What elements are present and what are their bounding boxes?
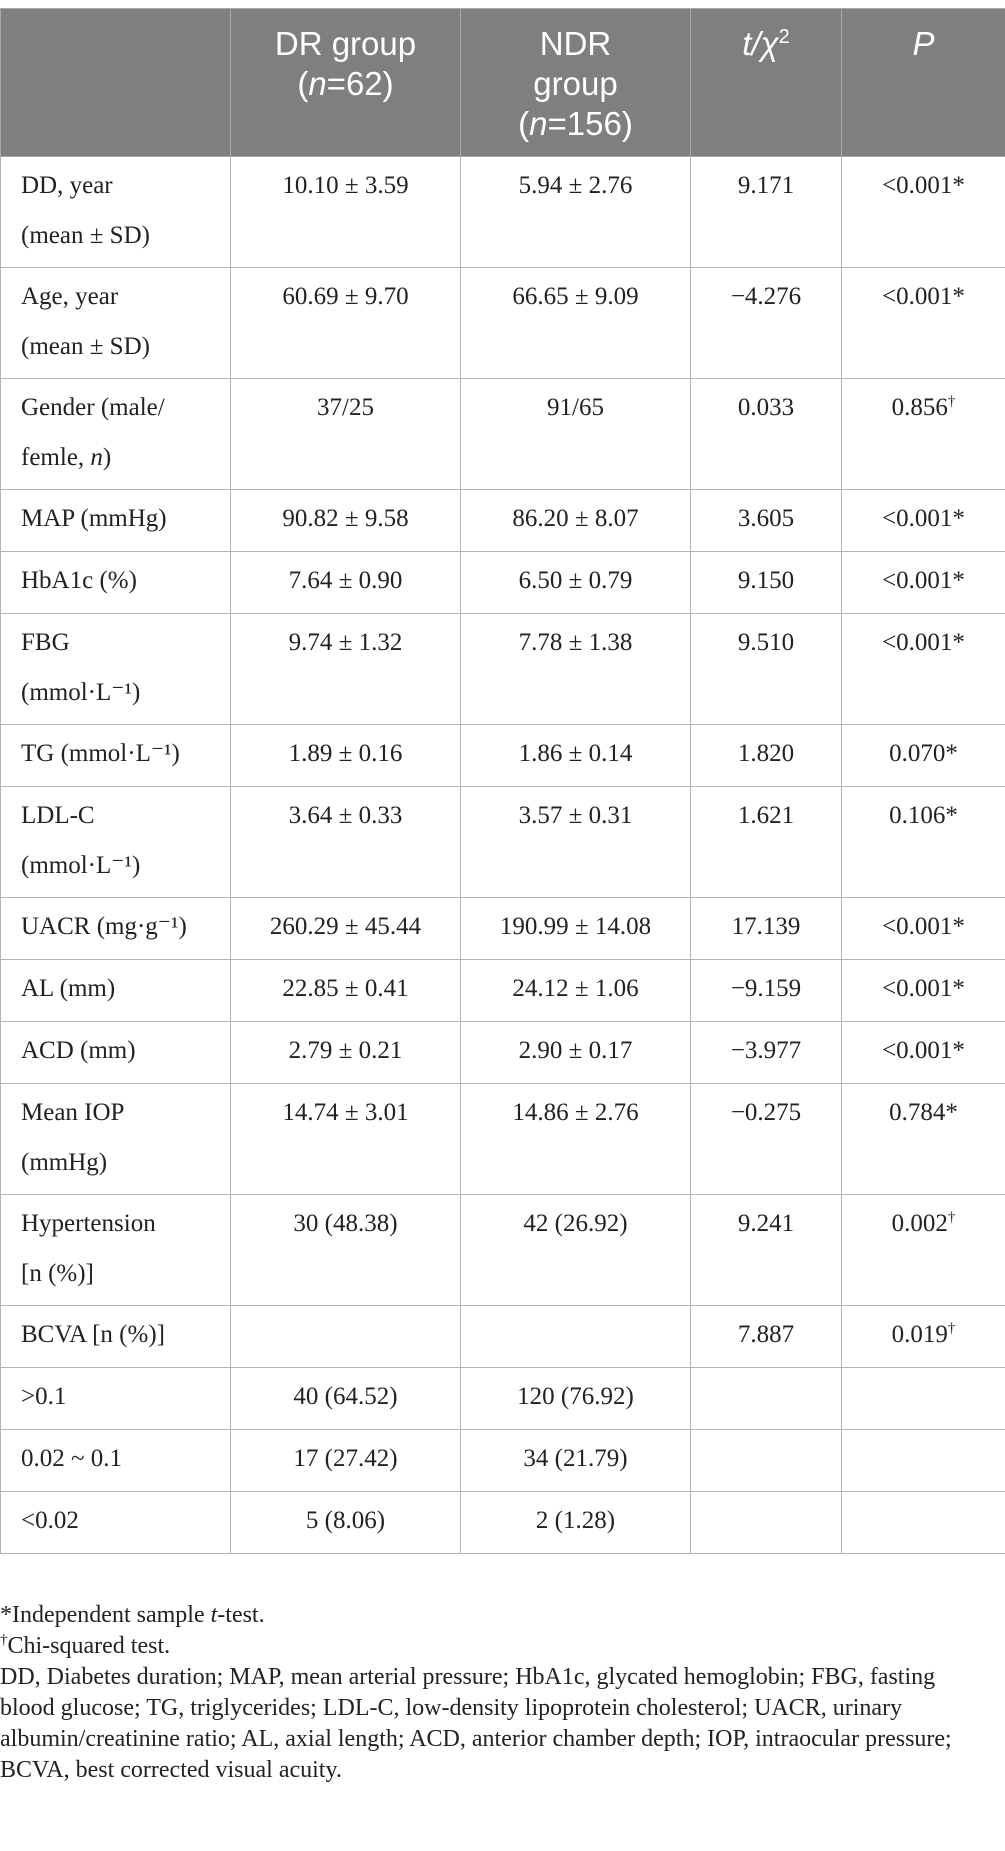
cell-p: <0.001*	[842, 157, 1005, 268]
cell-stat: 9.171	[691, 157, 842, 268]
table-row	[1, 157, 1005, 268]
row-label: ACD (mm)	[1, 1022, 231, 1084]
row-label: AL (mm)	[1, 960, 231, 1022]
table-row	[1, 379, 1005, 490]
row-label	[1, 1084, 231, 1195]
cell-ndr: 34 (21.79)	[461, 1430, 691, 1492]
dagger-mark: †	[947, 393, 956, 410]
footnote-text: Independent sample	[12, 1602, 211, 1628]
row-label-line: DD, year	[21, 172, 113, 199]
table-row	[1, 490, 1005, 552]
cell-dr: 30 (48.38)	[231, 1195, 461, 1306]
cell-p	[842, 1430, 1005, 1492]
footnote-text: Chi-squared test.	[7, 1633, 171, 1659]
row-label: >0.1	[1, 1368, 231, 1430]
header-ndr-label-2: group	[533, 65, 618, 102]
header-dr-label: DR group	[274, 25, 417, 62]
table-row	[1, 1084, 1005, 1195]
cell-ndr: 6.50 ± 0.79	[461, 552, 691, 614]
row-label	[1, 379, 231, 490]
row-label-n: n	[90, 444, 103, 471]
header-dr-close: )	[382, 65, 394, 102]
header-ndr-n-symbol: n	[529, 105, 548, 142]
cell-p: 0.070*	[842, 725, 1005, 787]
header-row	[1, 9, 1005, 157]
cell-ndr: 66.65 ± 9.09	[461, 268, 691, 379]
cell-stat: 3.605	[691, 490, 842, 552]
header-stat-sup: 2	[778, 26, 790, 48]
row-label: <0.02	[1, 1492, 231, 1554]
row-label-line: Gender (male/	[21, 394, 165, 421]
row-label-line: (mean ± SD)	[21, 222, 150, 249]
cell-ndr: 190.99 ± 14.08	[461, 898, 691, 960]
table-row	[1, 898, 1005, 960]
cell-ndr: 120 (76.92)	[461, 1368, 691, 1430]
header-ndr-group	[461, 9, 691, 157]
cell-p	[842, 379, 1005, 490]
cell-stat: −4.276	[691, 268, 842, 379]
row-label	[1, 614, 231, 725]
row-label: 0.02 ~ 0.1	[1, 1430, 231, 1492]
cell-p: <0.001*	[842, 268, 1005, 379]
row-label-line: (mean ± SD)	[21, 333, 150, 360]
footnote-ttest	[0, 1600, 995, 1631]
header-blank	[1, 9, 231, 157]
cell-p	[842, 1368, 1005, 1430]
cell-dr: 37/25	[231, 379, 461, 490]
cell-stat: 9.241	[691, 1195, 842, 1306]
cell-dr: 14.74 ± 3.01	[231, 1084, 461, 1195]
cell-stat: 1.621	[691, 787, 842, 898]
cell-dr: 17 (27.42)	[231, 1430, 461, 1492]
cell-stat: 9.510	[691, 614, 842, 725]
row-label	[1, 787, 231, 898]
cell-ndr: 42 (26.92)	[461, 1195, 691, 1306]
cell-dr: 1.89 ± 0.16	[231, 725, 461, 787]
cell-stat: 1.820	[691, 725, 842, 787]
cell-ndr: 2 (1.28)	[461, 1492, 691, 1554]
row-label	[1, 1195, 231, 1306]
p-value: 0.019	[891, 1321, 948, 1348]
row-label: TG (mmol·L⁻¹)	[1, 725, 231, 787]
p-value: 0.002	[891, 1210, 948, 1237]
footnote-chisq	[0, 1631, 995, 1662]
table-row	[1, 268, 1005, 379]
cell-p	[842, 1195, 1005, 1306]
header-dr-n-symbol: n	[308, 65, 327, 102]
dagger-mark: †	[947, 1209, 956, 1226]
cell-p: <0.001*	[842, 898, 1005, 960]
cell-stat: −3.977	[691, 1022, 842, 1084]
cell-dr: 40 (64.52)	[231, 1368, 461, 1430]
row-label-line: Hypertension	[21, 1210, 156, 1237]
dagger-mark: †	[947, 1320, 956, 1337]
cell-p: <0.001*	[842, 614, 1005, 725]
header-dr-n: 62	[345, 65, 383, 102]
row-label	[1, 157, 231, 268]
cell-p: <0.001*	[842, 552, 1005, 614]
cell-ndr: 86.20 ± 8.07	[461, 490, 691, 552]
cell-p: 0.106*	[842, 787, 1005, 898]
cell-dr: 7.64 ± 0.90	[231, 552, 461, 614]
cell-ndr: 5.94 ± 2.76	[461, 157, 691, 268]
cell-p	[842, 1492, 1005, 1554]
table-row	[1, 1022, 1005, 1084]
header-stat-label: t/χ	[742, 25, 779, 62]
cell-dr: 22.85 ± 0.41	[231, 960, 461, 1022]
header-dr-eq: =	[326, 65, 346, 102]
cell-ndr: 91/65	[461, 379, 691, 490]
row-label-line: femle,	[21, 444, 91, 471]
row-label-line: (mmol·L⁻¹)	[21, 852, 141, 879]
cell-stat: 0.033	[691, 379, 842, 490]
cell-stat: −9.159	[691, 960, 842, 1022]
footnote-abbreviations: DD, Diabetes duration; MAP, mean arterial pressure; HbA1c, glycated hemoglobin; FBG, fasting blood glucose; TG, triglycerides; LDL-C, low-density lipoprotein cholesterol; UACR, urinary albumin/creatinine ratio; AL, axial length; ACD, anterior chamber depth; IOP, intraocular pressure; BCVA, best corrected visual acuity.	[0, 1664, 952, 1783]
cell-p: <0.001*	[842, 490, 1005, 552]
row-label-line: [n (%)]	[21, 1260, 94, 1287]
cell-ndr: 14.86 ± 2.76	[461, 1084, 691, 1195]
header-dr-open: (	[297, 65, 309, 102]
cell-ndr: 24.12 ± 1.06	[461, 960, 691, 1022]
footnote-t: t	[210, 1602, 218, 1628]
cell-stat: −0.275	[691, 1084, 842, 1195]
cell-ndr	[461, 1306, 691, 1368]
table-row	[1, 960, 1005, 1022]
asterisk-mark: *	[0, 1602, 12, 1628]
header-ndr-open: (	[518, 105, 530, 142]
cell-dr: 90.82 ± 9.58	[231, 490, 461, 552]
row-label-line: (mmol·L⁻¹)	[21, 679, 141, 706]
cell-ndr: 2.90 ± 0.17	[461, 1022, 691, 1084]
table-row	[1, 1430, 1005, 1492]
table-footnotes	[0, 1600, 995, 1786]
row-label-line: Mean IOP	[21, 1099, 125, 1126]
table-row	[1, 1368, 1005, 1430]
cell-stat	[691, 1368, 842, 1430]
header-p-label: P	[912, 25, 935, 62]
cell-dr: 60.69 ± 9.70	[231, 268, 461, 379]
table-row	[1, 1195, 1005, 1306]
cell-dr	[231, 1306, 461, 1368]
cell-dr: 3.64 ± 0.33	[231, 787, 461, 898]
cell-dr: 9.74 ± 1.32	[231, 614, 461, 725]
cell-p: <0.001*	[842, 960, 1005, 1022]
cell-p	[842, 1306, 1005, 1368]
cell-stat: 17.139	[691, 898, 842, 960]
cell-stat	[691, 1430, 842, 1492]
cell-stat: 7.887	[691, 1306, 842, 1368]
row-label: BCVA [n (%)]	[1, 1306, 231, 1368]
header-ndr-label-1: NDR	[539, 25, 612, 62]
header-p	[842, 9, 1005, 157]
row-label-line: (mmHg)	[21, 1149, 108, 1176]
cell-dr: 10.10 ± 3.59	[231, 157, 461, 268]
cell-p: 0.784*	[842, 1084, 1005, 1195]
row-label-line: Age, year	[21, 283, 119, 310]
header-ndr-close: )	[621, 105, 633, 142]
table-row	[1, 614, 1005, 725]
row-label	[1, 268, 231, 379]
table-row	[1, 787, 1005, 898]
table-row	[1, 725, 1005, 787]
header-stat	[691, 9, 842, 157]
cell-p: <0.001*	[842, 1022, 1005, 1084]
row-label-paren: )	[102, 444, 112, 471]
table-row	[1, 552, 1005, 614]
p-value: 0.856	[891, 394, 948, 421]
table-row	[1, 1306, 1005, 1368]
results-table	[0, 8, 1005, 1554]
cell-dr: 5 (8.06)	[231, 1492, 461, 1554]
header-ndr-n: 156	[566, 105, 622, 142]
table-row	[1, 1492, 1005, 1554]
row-label-line: LDL-C	[21, 802, 95, 829]
cell-ndr: 3.57 ± 0.31	[461, 787, 691, 898]
cell-stat: 9.150	[691, 552, 842, 614]
header-dr-group	[231, 9, 461, 157]
cell-dr: 260.29 ± 45.44	[231, 898, 461, 960]
row-label: HbA1c (%)	[1, 552, 231, 614]
row-label-line: FBG	[21, 629, 70, 656]
cell-dr: 2.79 ± 0.21	[231, 1022, 461, 1084]
cell-stat	[691, 1492, 842, 1554]
dagger-mark: †	[0, 1632, 8, 1648]
header-ndr-eq: =	[547, 105, 567, 142]
row-label: MAP (mmHg)	[1, 490, 231, 552]
footnote-text-end: -test.	[217, 1602, 265, 1628]
cell-ndr: 1.86 ± 0.14	[461, 725, 691, 787]
row-label: UACR (mg·g⁻¹)	[1, 898, 231, 960]
cell-ndr: 7.78 ± 1.38	[461, 614, 691, 725]
